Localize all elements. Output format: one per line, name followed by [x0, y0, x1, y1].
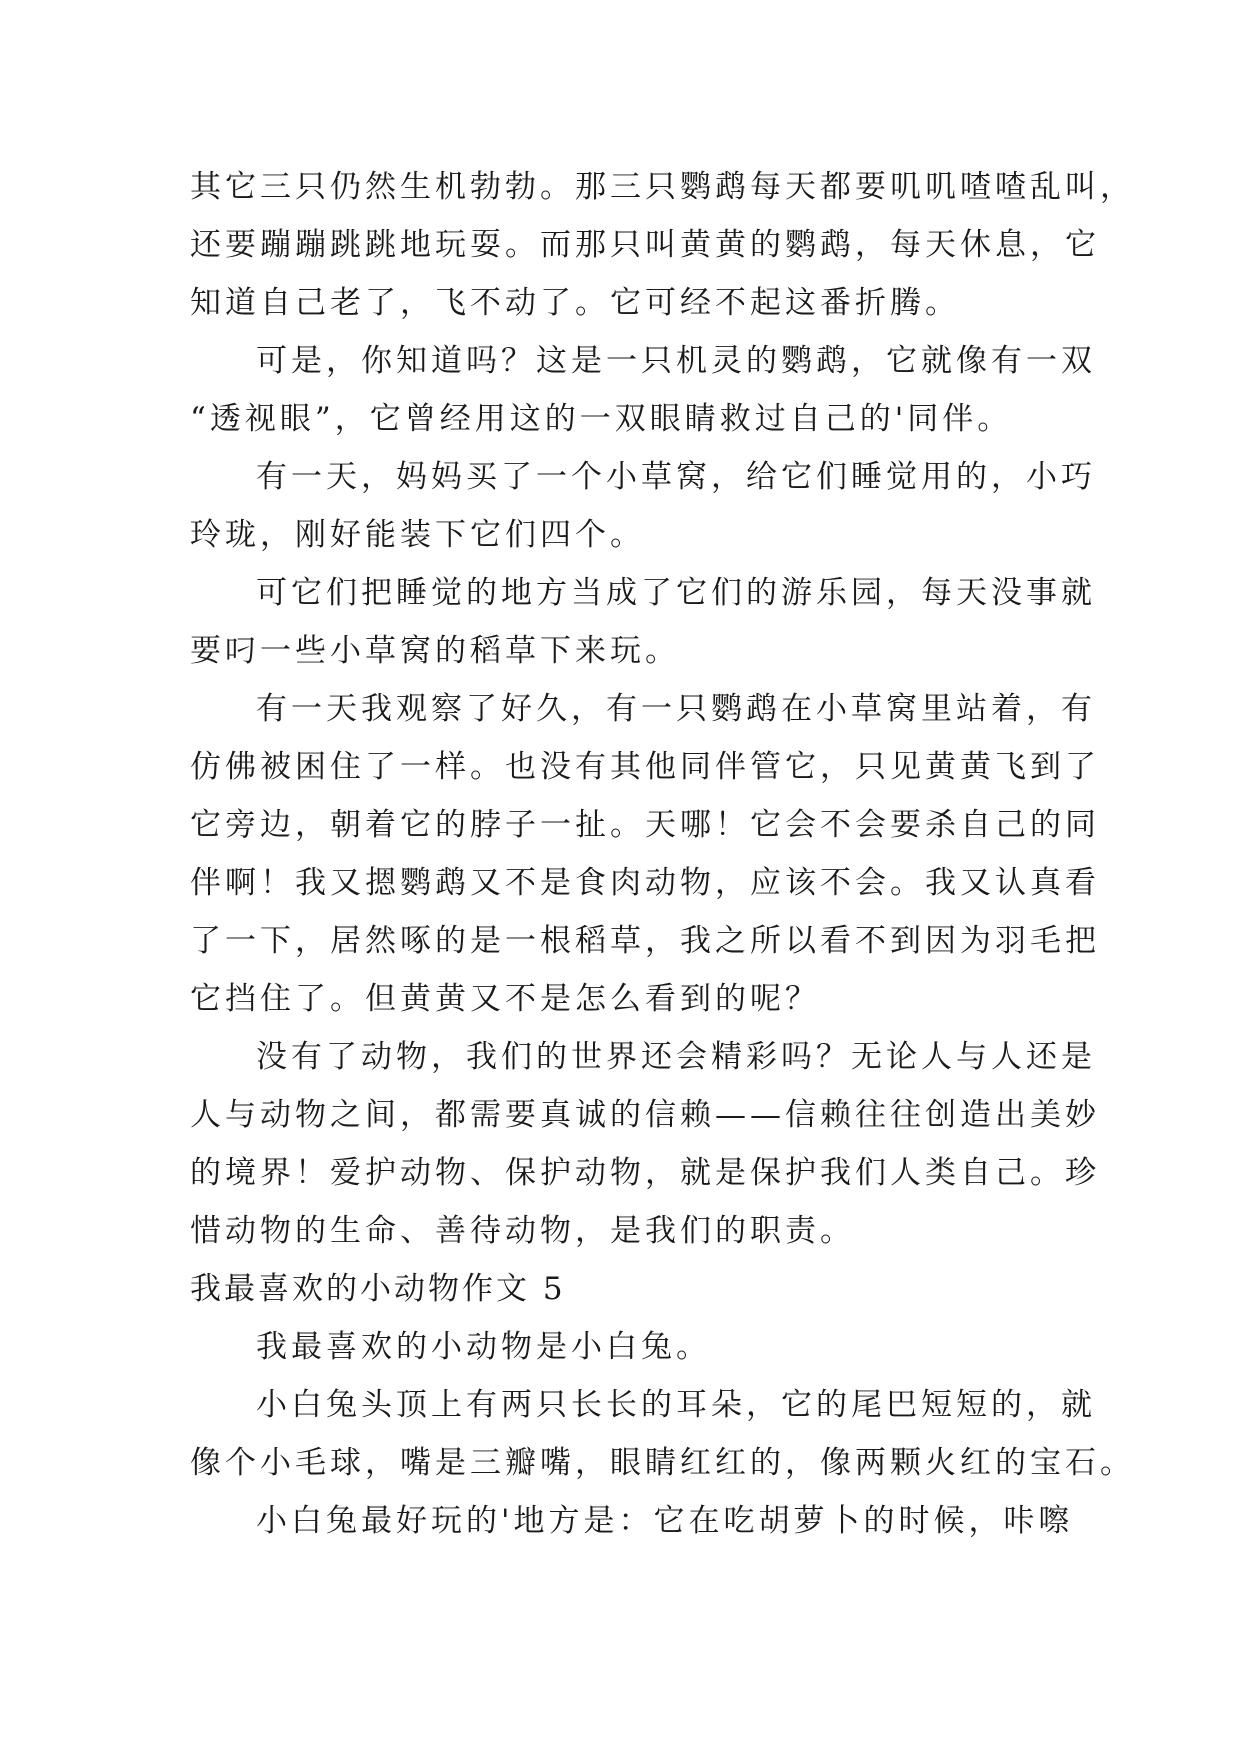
section-heading: 我最喜欢的小动物作文 5 — [190, 1271, 566, 1307]
text-line: 了一下，居然啄的是一根稻草，我之所以看不到因为羽毛把 — [190, 923, 1100, 959]
document-body — [190, 158, 1135, 1550]
text-line: 人与动物之间，都需要真诚的信赖——信赖往往创造出美妙 — [190, 1097, 1100, 1133]
text-line: 还要蹦蹦跳跳地玩耍。而那只叫黄黄的鹦鹉，每天休息，它 — [190, 227, 1100, 263]
text-line: “透视眼”，它曾经用这的一双眼睛救过自己的'同伴。 — [190, 401, 1013, 437]
text-line: 惜动物的生命、善待动物，是我们的职责。 — [190, 1213, 855, 1249]
paragraph-start-line: 小白兔最好玩的'地方是：它在吃胡萝卜的时候，咔嚓 — [256, 1503, 1074, 1539]
text-line: 它挡住了。但黄黄又不是怎么看到的呢？ — [190, 981, 820, 1017]
paragraph-start-line: 可是，你知道吗？这是一只机灵的鹦鹉，它就像有一双 — [256, 343, 1096, 379]
text-line: 仿佛被困住了一样。也没有其他同伴管它，只见黄黄飞到了 — [190, 749, 1100, 785]
paragraph-start-line: 有一天，妈妈买了一个小草窝，给它们睡觉用的，小巧 — [256, 459, 1096, 495]
paragraph-start-line: 小白兔头顶上有两只长长的耳朵，它的尾巴短短的，就 — [256, 1387, 1096, 1423]
text-line: 玲珑，刚好能装下它们四个。 — [190, 517, 645, 553]
text-line: 要叼一些小草窝的稻草下来玩。 — [190, 633, 680, 669]
text-line: 的境界！爱护动物、保护动物，就是保护我们人类自己。珍 — [190, 1155, 1100, 1191]
text-line: 知道自己老了，飞不动了。它可经不起这番折腾。 — [190, 285, 960, 321]
paragraph-start-line: 可它们把睡觉的地方当成了它们的游乐园，每天没事就 — [256, 575, 1096, 611]
paragraph-start-line: 我最喜欢的小动物是小白兔。 — [256, 1329, 711, 1365]
text-line: 它旁边，朝着它的脖子一扯。天哪！它会不会要杀自己的同 — [190, 807, 1100, 843]
paragraph-start-line: 没有了动物，我们的世界还会精彩吗？无论人与人还是 — [256, 1039, 1096, 1075]
text-line: 其它三只仍然生机勃勃。那三只鹦鹉每天都要叽叽喳喳乱叫， — [190, 169, 1135, 205]
text-line: 伴啊！我又摁鹦鹉又不是食肉动物，应该不会。我又认真看 — [190, 865, 1100, 901]
text-line: 像个小毛球，嘴是三瓣嘴，眼睛红红的，像两颗火红的宝石。 — [190, 1445, 1135, 1481]
paragraph-start-line: 有一天我观察了好久，有一只鹦鹉在小草窝里站着，有 — [256, 691, 1096, 727]
